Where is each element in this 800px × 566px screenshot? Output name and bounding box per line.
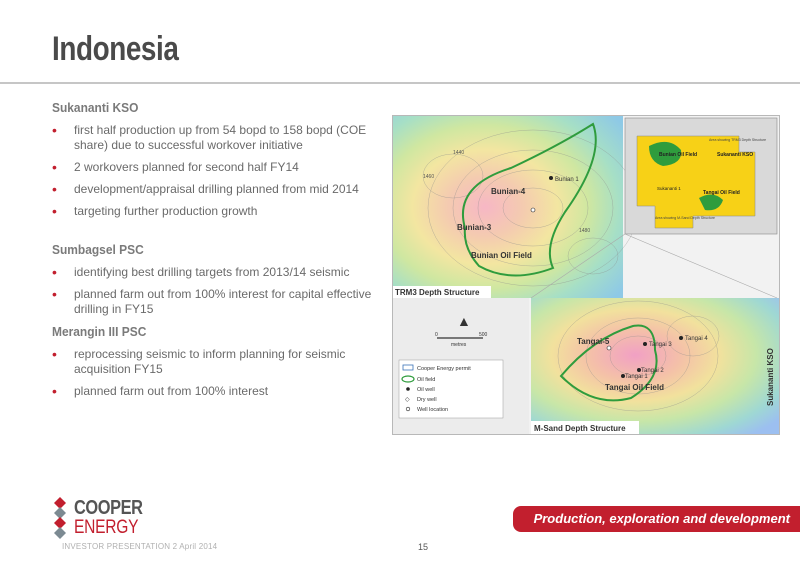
well-location-marker <box>531 208 535 212</box>
map-legend <box>399 360 503 418</box>
section-merangin <box>52 324 382 399</box>
inset-label: Sukananti 1 <box>657 186 681 191</box>
inset-label: Bunian Oil Field <box>659 152 698 158</box>
bullet-icon: • <box>52 203 57 219</box>
map-figure <box>393 116 779 434</box>
oil-well-marker <box>679 336 683 340</box>
bullet-item: • planned farm out from 100% interest <box>52 383 269 399</box>
map-well-label: Tangai 3 <box>649 342 672 348</box>
callout-line <box>625 234 777 298</box>
inset-label: Sukananti KSO <box>717 152 754 158</box>
svg-text:◇: ◇ <box>405 397 410 403</box>
map-contour-label: 1460 <box>423 174 435 180</box>
legend-item: Dry well <box>417 397 437 403</box>
top-panel <box>393 116 623 298</box>
north-arrow-icon: ▲ <box>457 313 471 329</box>
bullet-icon: • <box>52 286 57 302</box>
page-number: 15 <box>418 542 429 552</box>
oil-well-marker <box>549 176 553 180</box>
logo-text-energy: ENERGY <box>74 517 139 538</box>
bullet-item: • first half production up from 54 bopd to 158 bopd (COE share) due to successful workover initiative <box>52 122 367 152</box>
legend-item: Cooper Energy permit <box>417 366 471 372</box>
top-panel-label: TRM3 Depth Structure <box>395 288 480 297</box>
bullet-item: • development/appraisal drilling planned from mid 2014 <box>52 181 359 197</box>
map-well-label: Bunian 1 <box>555 177 579 183</box>
map-well-label: Tangai 2 <box>641 368 664 374</box>
section-sumbagsel <box>52 242 382 317</box>
bottom-panel <box>531 298 779 434</box>
bullet-icon: • <box>52 264 57 280</box>
logo-text-cooper: COOPER <box>74 497 143 519</box>
map-contour-label: 1480 <box>579 228 591 234</box>
logo-mark-icon <box>52 495 68 541</box>
map-field-label: Bunian Oil Field <box>471 251 532 260</box>
bottom-panel-label: M-Sand Depth Structure <box>534 424 626 433</box>
map-well-label: Tangai 4 <box>685 336 708 342</box>
bullet-item: • identifying best drilling targets from 2013/14 seismic <box>52 264 350 280</box>
section-banner <box>513 506 800 532</box>
inset-label: Tangai Oil Field <box>703 190 740 196</box>
cooper-energy-logo <box>52 495 162 543</box>
map-well-label: Tangai 1 <box>625 374 648 380</box>
title-divider <box>0 82 800 84</box>
legend-item: Oil field <box>417 377 436 383</box>
oil-well-marker <box>637 368 641 372</box>
map-contour-label: 1440 <box>453 150 465 156</box>
section-heading: Sumbagsel PSC <box>52 242 144 257</box>
bullet-item: • reprocessing seismic to inform planning for seismic acquisition FY15 <box>52 346 346 376</box>
bullet-item: • planned farm out from 100% interest for capital effective drilling in FY15 <box>52 286 372 316</box>
section-heading: Sukananti KSO <box>52 100 139 115</box>
side-label: Sukananti KSO <box>766 348 775 406</box>
inset-note: Area showing M-Sand Depth Structure <box>655 216 715 220</box>
bullet-item: • 2 workovers planned for second half FY14 <box>52 159 299 175</box>
legend-item: Oil well <box>417 387 435 393</box>
map-field-label: Tangai Oil Field <box>605 383 664 392</box>
map-well-label: Bunian-3 <box>457 223 492 232</box>
bullet-icon: • <box>52 346 57 362</box>
oil-well-marker <box>621 374 625 378</box>
well-location-marker <box>607 346 611 350</box>
bullet-icon: • <box>52 159 57 175</box>
section-sukananti <box>52 100 382 219</box>
depth-structure-map <box>392 115 780 435</box>
page-title: Indonesia <box>52 30 179 68</box>
bullet-item: • targeting further production growth <box>52 203 258 219</box>
oil-well-marker <box>643 342 647 346</box>
content-column <box>52 100 382 406</box>
scale-label: 500 <box>479 332 488 338</box>
legend-item: Well location <box>417 407 449 413</box>
banner-text: Production, exploration and development <box>533 511 790 526</box>
map-well-label: Tangai-5 <box>577 337 610 346</box>
bullet-icon: • <box>52 181 57 197</box>
footer-text: INVESTOR PRESENTATION 2 April 2014 <box>62 542 218 551</box>
scale-label: 0 <box>435 332 438 338</box>
bullet-icon: • <box>52 122 57 138</box>
section-heading: Merangin III PSC <box>52 324 147 339</box>
bullet-icon: • <box>52 383 57 399</box>
map-well-label: Bunian-4 <box>491 187 526 196</box>
scale-label: metres <box>451 342 467 348</box>
inset-note: Area showing TRM3 Depth Structure <box>709 138 767 142</box>
